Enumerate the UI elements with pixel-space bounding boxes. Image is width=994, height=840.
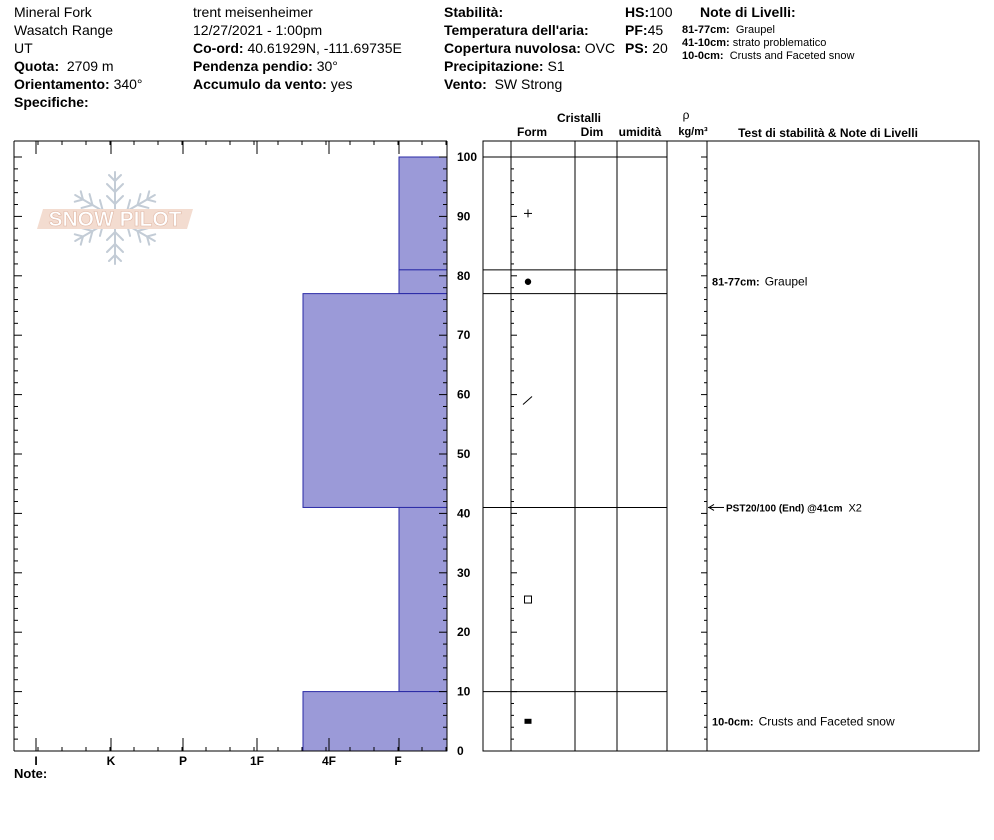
- depth-tick-label: 50: [457, 447, 471, 461]
- layer-annotation-text: Crusts and Faceted snow: [758, 714, 895, 729]
- form-header: Form: [517, 125, 547, 139]
- location: Mineral Fork: [14, 4, 92, 20]
- layer-note-text: Crusts and Faceted snow: [729, 50, 855, 62]
- mountain-range: Wasatch Range: [14, 22, 114, 38]
- observer: trent meisenheimer: [193, 4, 313, 20]
- aspect-value: 340°: [113, 76, 143, 92]
- precip-value: S1: [547, 58, 565, 74]
- layer-table-frame: [483, 141, 979, 751]
- grain-symbols: [523, 209, 532, 723]
- layer-annotation-range: 81-77cm:: [712, 276, 760, 289]
- note-label: Note:: [14, 766, 48, 781]
- layer-annotation-range: 10-0cm:: [712, 716, 754, 729]
- hardness-tick-label: 4F: [321, 754, 337, 768]
- hardness-layers: [303, 157, 447, 751]
- hardness-tick-label: I: [34, 754, 38, 768]
- layer-annotation: [712, 275, 807, 289]
- hardness-layer-bar: [399, 507, 447, 691]
- layer-note-range: 81-77cm:: [682, 24, 730, 36]
- layer-note-range: 41-10cm:: [682, 37, 730, 49]
- specifics-label: Specifiche:: [14, 94, 89, 110]
- depth-tick-label: 70: [457, 328, 471, 343]
- layer-note-range: 10-0cm:: [682, 50, 724, 62]
- depth-tick-label: 90: [457, 209, 471, 224]
- hs-value: 100: [649, 4, 673, 20]
- state: UT: [14, 40, 33, 56]
- cloud-label: Copertura nuvolosa:: [444, 40, 581, 56]
- datetime: 12/27/2021 - 1:00pm: [193, 22, 323, 38]
- hardness-layer-bar: [399, 157, 447, 270]
- slope-value: 30°: [316, 58, 338, 74]
- pf-label: PF:: [625, 22, 648, 38]
- slope-label: Pendenza pendio:: [193, 58, 313, 74]
- grain-slash-icon: [523, 397, 532, 405]
- depth-tick-label: 0: [457, 744, 464, 758]
- precip-label: Precipitazione:: [444, 58, 544, 74]
- tests-notes-header: Test di stabilità & Note di Livelli: [738, 126, 918, 140]
- elevation-label: Quota:: [14, 58, 60, 74]
- moisture-header: umidità: [618, 125, 662, 139]
- depth-tick-label: 100: [457, 150, 478, 164]
- coord-label: Co-ord:: [193, 40, 244, 56]
- hardness-layer-bar: [399, 270, 447, 294]
- stability-test-result: [726, 502, 862, 514]
- stability-test-text: PST20/100 (End) @41cm: [726, 503, 843, 515]
- layer-note-text: Graupel: [735, 24, 775, 36]
- aspect-label: Orientamento:: [14, 76, 110, 92]
- coord-value: 40.61929N, -111.69735E: [247, 40, 402, 56]
- wind-loading-value: yes: [330, 76, 353, 92]
- wind-label: Vento:: [444, 76, 487, 92]
- grain-graupel-dot-icon: [525, 279, 531, 285]
- grain-crust-icon: [525, 719, 532, 724]
- depth-tick-label: 20: [457, 625, 471, 640]
- ps-label: PS:: [625, 40, 649, 56]
- hardness-tick-label: 1F: [249, 754, 265, 768]
- elevation-value: 2709 m: [66, 58, 114, 74]
- layer-annotations: [708, 275, 895, 729]
- snowpilot-logo: [37, 172, 193, 264]
- depth-tick-label: 60: [457, 387, 471, 402]
- depth-tick-label: 80: [457, 268, 471, 283]
- layer-annotation-text: Graupel: [764, 274, 808, 289]
- hardness-layer-bar: [303, 294, 447, 508]
- rho-header: ρ: [682, 108, 690, 122]
- hs-label: HS:: [625, 4, 650, 20]
- stability-test-extra: X2: [848, 502, 862, 515]
- hardness-tick-label: F: [394, 754, 402, 768]
- logo-text: SNOW PILOT: [48, 208, 182, 231]
- dim-header: Dim: [580, 125, 604, 139]
- cloud-value: OVC: [584, 40, 616, 56]
- density-unit-header: kg/m³: [678, 126, 708, 138]
- crystals-header: Cristalli: [556, 111, 602, 125]
- hardness-tick-label: P: [178, 754, 188, 768]
- stability-label: Stabilità:: [444, 4, 504, 20]
- table-ticks: [511, 157, 707, 751]
- hardness-tick-label: K: [106, 754, 116, 768]
- ps-value: 20: [652, 40, 668, 56]
- layer-annotation: [712, 714, 895, 728]
- air-temp-label: Temperatura dell'aria:: [444, 22, 589, 38]
- layer-notes-title: Note di Livelli:: [700, 4, 796, 20]
- wind-value: SW Strong: [494, 76, 563, 92]
- pf-value: 45: [647, 22, 664, 38]
- depth-tick-label: 10: [457, 684, 471, 699]
- depth-tick-label: 40: [457, 506, 471, 521]
- grain-faceted-icon: [525, 596, 532, 603]
- wind-loading-label: Accumulo da vento:: [193, 76, 327, 92]
- layer-note-text: strato problematico: [732, 37, 827, 49]
- hardness-layer-bar: [303, 692, 447, 751]
- depth-tick-label: 30: [457, 565, 471, 580]
